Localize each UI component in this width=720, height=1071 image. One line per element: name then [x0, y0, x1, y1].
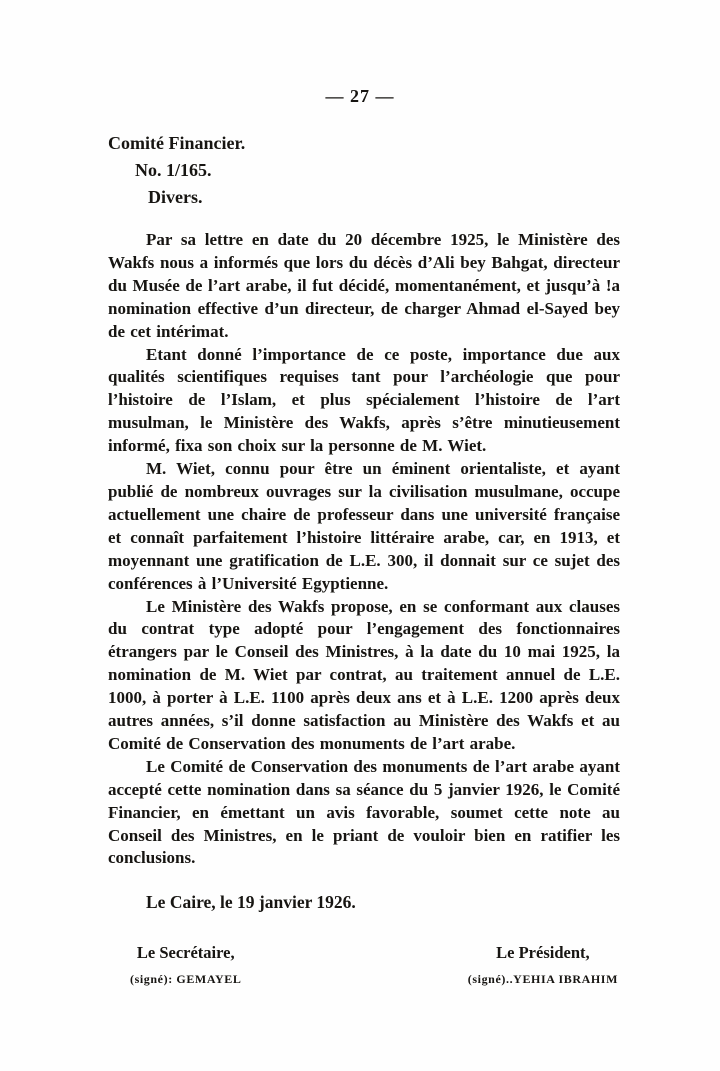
paragraph-4: Le Ministère des Wakfs propose, en se conformant aux clauses du contrat type adopté pour l’engagement des fonctionnaires étrangers par le Conseil des Ministres, à la date du 10 mai 1925, la nomination de M. Wiet par contrat, au traitement annuel de L.E. 1000, à porter à L.E. 1100 après deux ans et à L.E. 1200 après deux autres années, s’il donne satisfaction au Ministère des Wakfs et au Comité de Conservation des monuments de l’art arabe.: [108, 596, 620, 753]
paragraph-2: Etant donné l’importance de ce poste, importance due aux qualités scientifiques requises tant pour l’archéologie que pour l’histoire de l’Islam, et plus spécialement l’histoire de l’art musulman, le Ministère des Wakfs, après s’être minutieusement informé, fixa son choix sur la personne de M. Wiet.: [108, 344, 620, 456]
paragraph-3: M. Wiet, connu pour être un éminent orientaliste, et ayant publié de nombreux ouvrages sur la civilisation musulmane, occupe actuellement une chaire de professeur dans une université française et connaît parfaitement l’histoire littéraire arabe, car, en 1913, et moyennant une gratification de L.E. 300, il donnait sur ce sujet des conférences à l’Université Egyptienne.: [108, 459, 620, 593]
signature-secretary: [130, 943, 242, 987]
heading-committee: Comité Financier.: [108, 133, 246, 153]
paragraph-1: Par sa lettre en date du 20 décembre 1925, le Ministère des Wakfs nous a informés que lors du décès d’Ali bey Bahgat, directeur du Musée de l’art arabe, il fut décidé, momentanément, et jusqu’à !a nomination effective d’un directeur, de charger Ahmad el-Sayed bey de cet intérimat.: [108, 230, 620, 341]
page-number: — 27 —: [325, 86, 395, 106]
secretary-signed-name: (signé): GEMAYEL: [130, 972, 242, 987]
document-body: [108, 229, 620, 987]
secretary-title: Le Secrétaire,: [136, 943, 235, 963]
document-heading: [108, 130, 245, 211]
dateline: Le Caire, le 19 janvier 1926.: [146, 892, 356, 913]
president-signed-name: (signé)..YEHIA IBRAHIM: [467, 972, 618, 987]
signature-president: [468, 943, 618, 987]
president-title: Le Président,: [496, 943, 590, 963]
heading-subject: Divers.: [148, 187, 203, 207]
signature-block: [108, 943, 620, 987]
heading-reference-number: No. 1/165.: [135, 160, 212, 180]
paragraph-5: Le Comité de Conservation des monuments de l’art arabe ayant accepté cette nomination dans sa séance du 5 janvier 1926, le Comité Financier, en émettant un avis favorable, soumet cette note au Conseil des Ministres, en le priant de vouloir bien en ratifier les conclusions.: [108, 756, 620, 868]
